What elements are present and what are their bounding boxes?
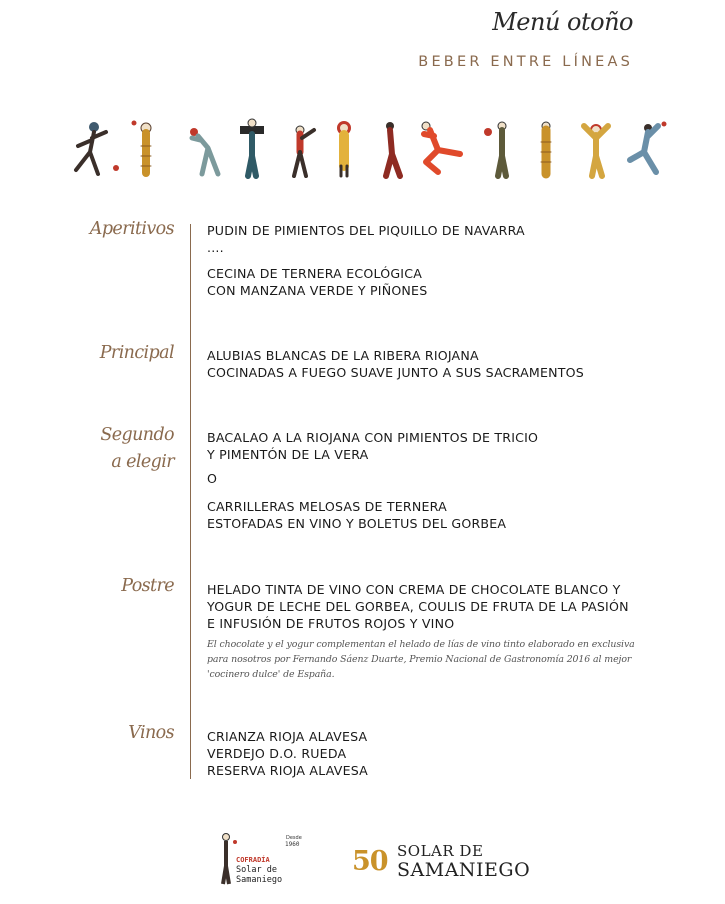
menu-line: COCINADAS A FUEGO SUAVE JUNTO A SUS SACRAMENTOS <box>207 365 584 380</box>
cofradia-line1: COFRADÍA <box>236 856 270 864</box>
menu-line: RESERVA RIOJA ALAVESA <box>207 763 368 778</box>
cofradia-logo <box>218 832 308 888</box>
menu-line: .... <box>207 240 224 255</box>
menu-line-or: O <box>207 471 218 486</box>
menu-line: HELADO TINTA DE VINO CON CREMA DE CHOCOLATE BLANCO Y <box>207 582 621 597</box>
menu-line: CON MANZANA VERDE Y PIÑONES <box>207 283 428 298</box>
solar-line1: SOLAR DE <box>397 842 484 860</box>
menu-line: CARRILLERAS MELOSAS DE TERNERA <box>207 499 447 514</box>
principal-items <box>207 347 584 381</box>
segundo-items <box>207 429 538 532</box>
menu-line: ESTOFADAS EN VINO Y BOLETUS DEL GORBEA <box>207 516 507 531</box>
vinos-items <box>207 728 368 779</box>
solar-line2: SAMANIEGO <box>397 859 531 881</box>
cofradia-year: 1960 <box>285 841 300 848</box>
menu-line: E INFUSIÓN DE FRUTOS ROJOS Y VINO <box>207 616 455 631</box>
section-label-vinos: Vinos <box>128 723 174 743</box>
section-label-aperitivos: Aperitivos <box>89 219 174 239</box>
aperitivos-items <box>207 222 525 299</box>
postre-note: El chocolate y el yogur complementan el helado de lías de vino tinto elaborado en exclusiva para nosotros por Fernando Sáenz Duarte, Premio Nacional de Gastronomía 2016 al mejor 'cocinero dulce' de España. <box>207 639 635 680</box>
menu-line: ALUBIAS BLANCAS DE LA RIBERA RIOJANA <box>207 348 479 363</box>
postre-items <box>207 581 629 632</box>
menu-line: CRIANZA RIOJA ALAVESA <box>207 729 368 744</box>
section-label-principal: Principal <box>99 343 174 363</box>
menu-title: Menú otoño <box>492 8 633 36</box>
cofradia-desde: Desde <box>286 835 302 841</box>
section-label-postre: Postre <box>121 576 174 596</box>
dancer-figure <box>76 119 667 176</box>
menu-line: YOGUR DE LECHE DEL GORBEA, COULIS DE FRUTA DE LA PASIÓN <box>207 599 629 614</box>
section-label-line: a elegir <box>111 452 174 472</box>
menu-line: Y PIMENTÓN DE LA VERA <box>207 447 369 462</box>
cofradia-line2: Solar de <box>236 865 277 875</box>
menu-line: PUDIN DE PIMIENTOS DEL PIQUILLO DE NAVARRA <box>207 223 525 238</box>
solar-anniversary-number: 50 <box>352 846 388 877</box>
solar-de-samaniego-logo <box>352 840 547 886</box>
section-divider-line <box>190 224 191 779</box>
section-label-line: Segundo <box>100 425 174 445</box>
dancing-figures-illustration <box>60 118 670 184</box>
cofradia-line3: Samaniego <box>236 875 283 885</box>
menu-subtitle: BEBER ENTRE LÍNEAS <box>418 54 633 70</box>
menu-line: CECINA DE TERNERA ECOLÓGICA <box>207 266 423 281</box>
menu-line: BACALAO A LA RIOJANA CON PIMIENTOS DE TRICIO <box>207 430 539 445</box>
section-label-segundo <box>100 422 174 476</box>
menu-line: VERDEJO D.O. RUEDA <box>207 746 347 761</box>
